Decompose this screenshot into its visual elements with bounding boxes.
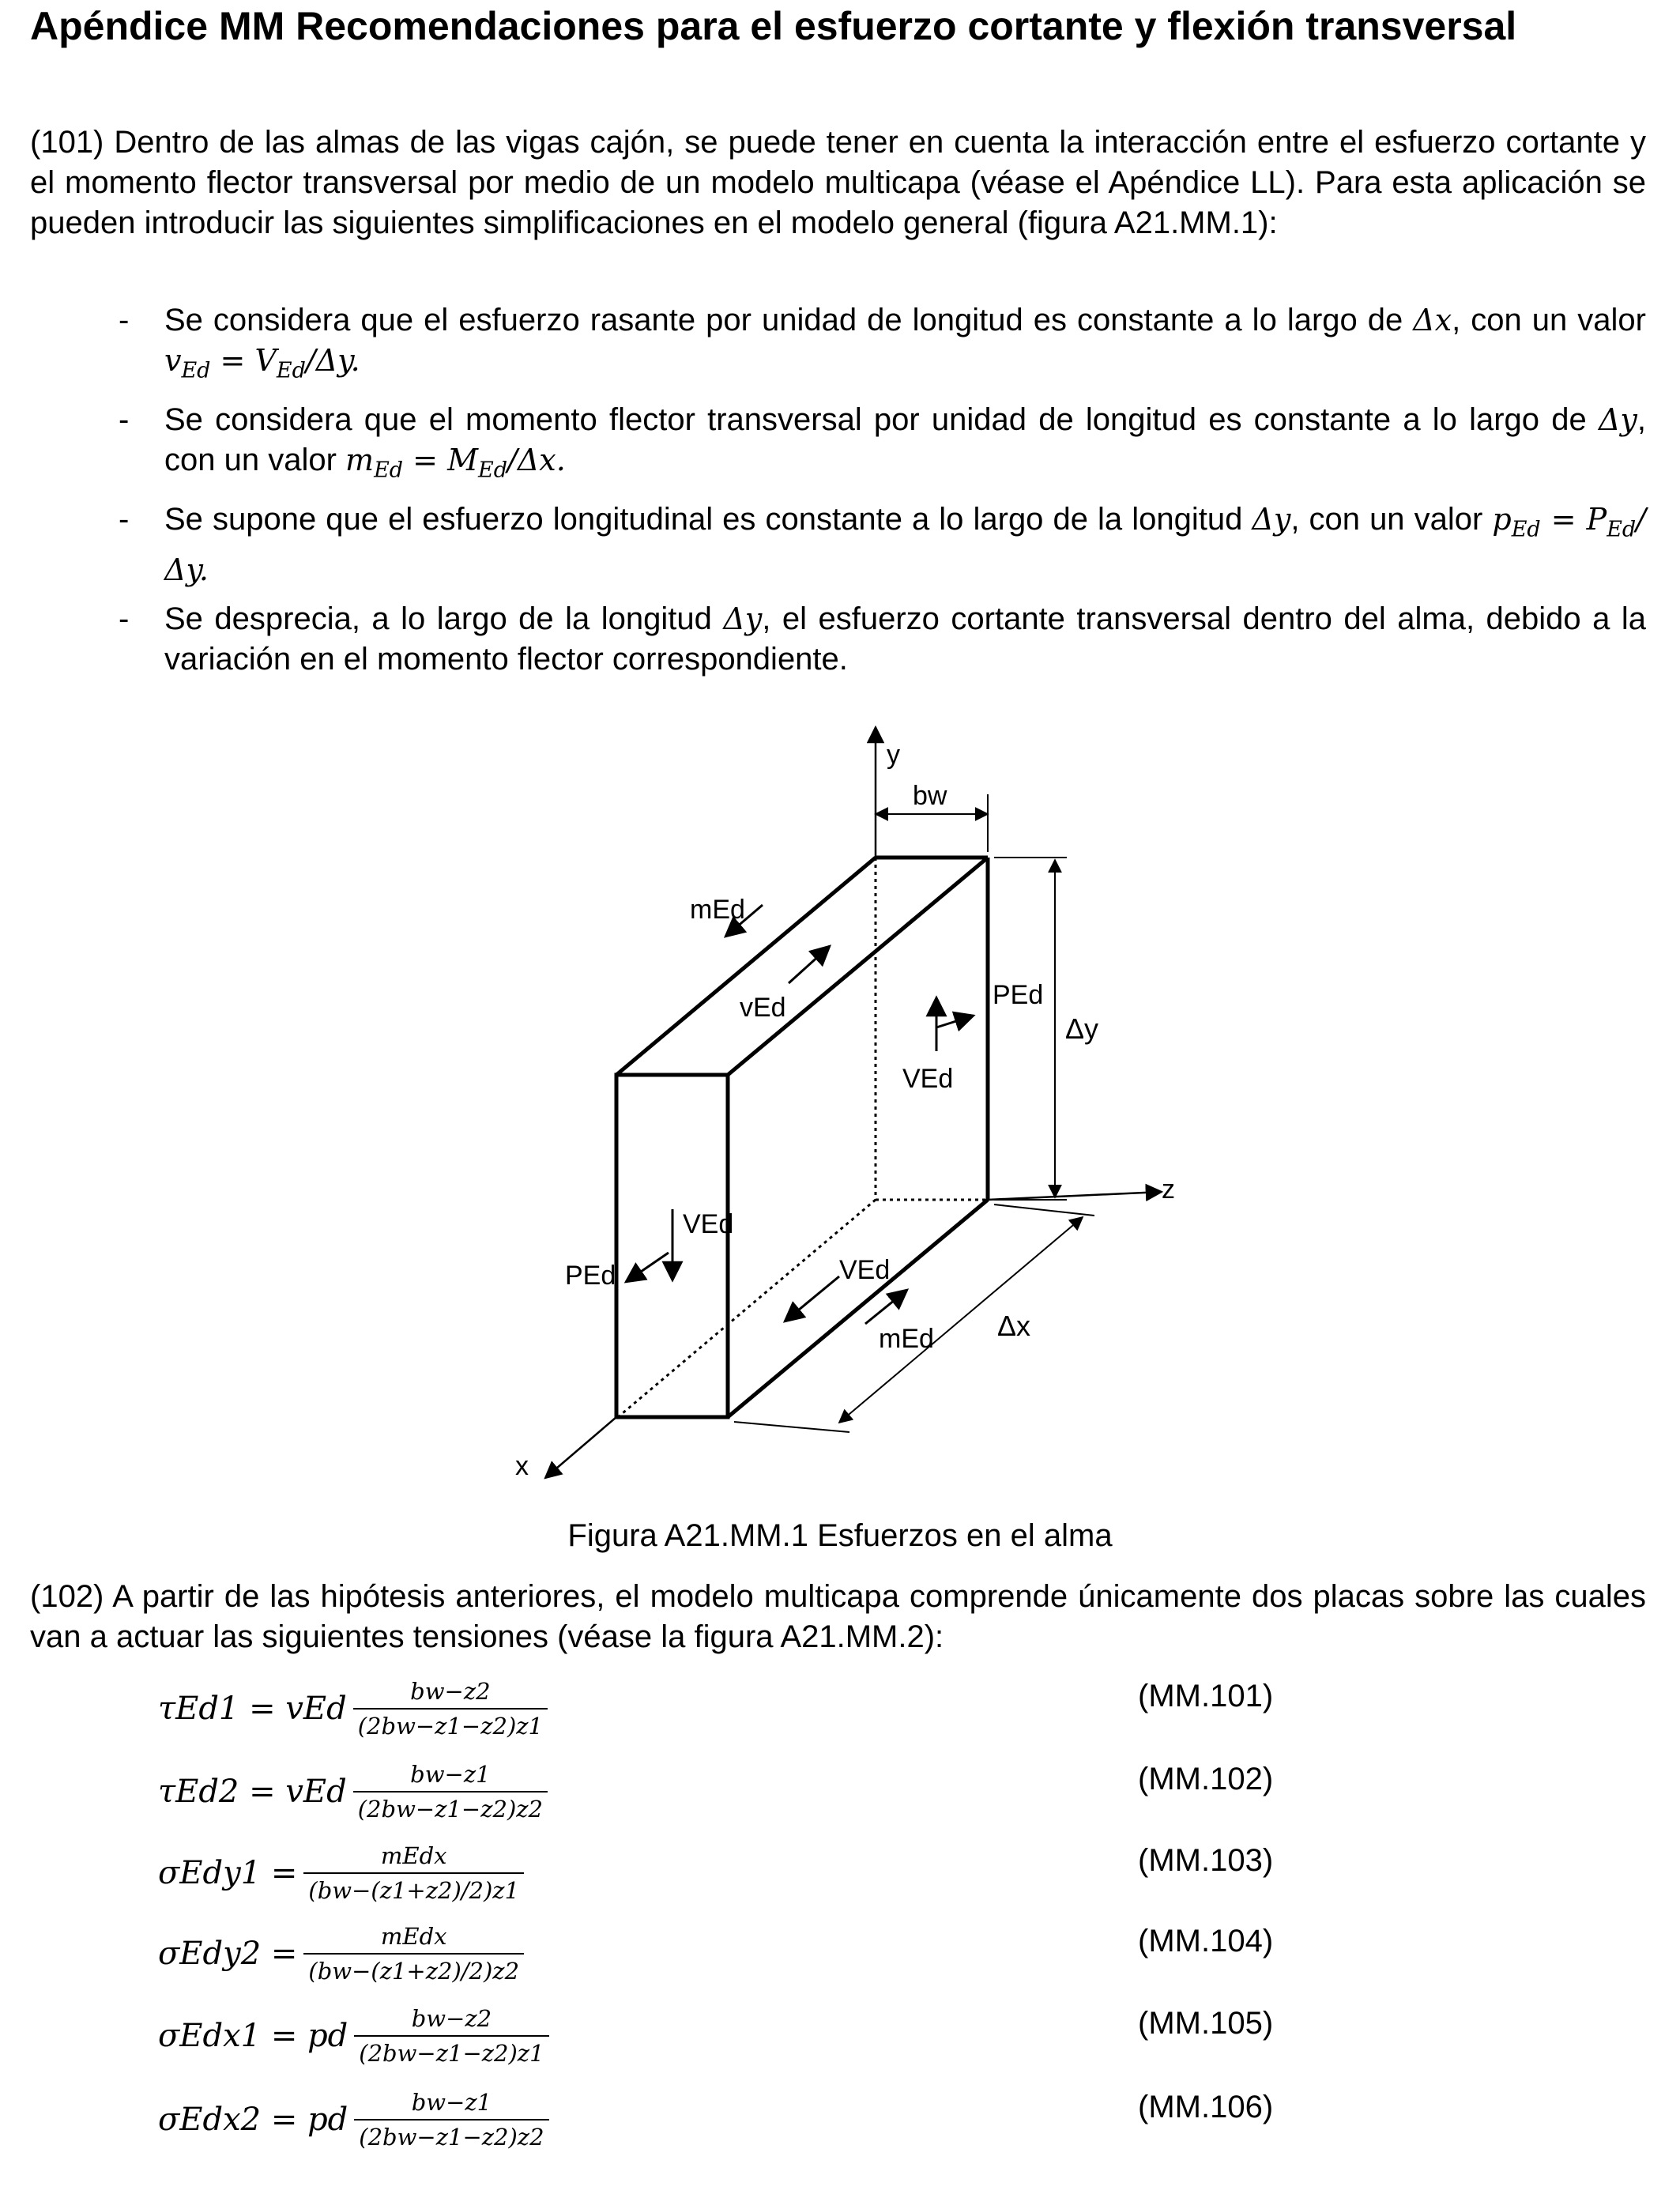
math-formula-v: $v_{Ed} = V_{Ed}/\Delta y$. [164, 343, 360, 383]
math-delta-y: Δy [1252, 502, 1291, 537]
math-formula-m: $m_{Ed} = M_{Ed}/\Delta x$. [345, 443, 566, 483]
equation-fraction [353, 1759, 548, 1824]
v-ed-bottom-label: VEd [839, 1255, 891, 1285]
v-ed-front-label: VEd [683, 1209, 734, 1239]
bw-label: bw [913, 781, 947, 811]
equation-numerator: mEdx [380, 1842, 447, 1869]
figure-caption: Figura A21.MM.1 Esfuerzos en el alma [567, 1518, 1113, 1553]
dy-dimension [994, 858, 1067, 1200]
v-ed-right-label: VEd [902, 1064, 954, 1094]
equation-fraction [354, 2087, 548, 2152]
equation-numerator: bw−z2 [410, 1678, 491, 1705]
dx-label: Δx [997, 1310, 1031, 1342]
axis-y-label: y [887, 740, 900, 770]
equation-numerator: bw−z1 [411, 2089, 492, 2116]
equation-denominator: (bw−(z1+z2)/2)z2 [303, 1953, 524, 1986]
bullet-item-3 [119, 499, 1646, 590]
equation-number: (MM.104) [1138, 1924, 1274, 1958]
m-ed-top-label: mEd [690, 895, 745, 925]
equation-numerator: mEdx [380, 1923, 447, 1950]
equation-fraction [303, 1841, 524, 1906]
equation-numerator: bw−z2 [411, 2005, 492, 2032]
paragraph-102: (102) A partir de las hipótesis anteriores, el modelo multicapa comprende únicamente dos placas sobre las cuales van a actuar las siguientes tensiones (véase la figura A21.MM.2): [30, 1579, 1646, 1654]
math-delta-y: Δy [1598, 402, 1637, 437]
equation-mm-104 [158, 1914, 1501, 1993]
equation-mm-101 [158, 1669, 1501, 1748]
equation-fraction [354, 2004, 548, 2068]
bullet-dash: - [119, 303, 130, 337]
equation-mm-106 [158, 2080, 1501, 2159]
bullet-dash: - [119, 402, 130, 437]
equation-lhs: τEd1 = vEd [158, 1691, 347, 1727]
axes [545, 727, 1162, 1478]
equation-denominator: (2bw−z1−z2)z2 [353, 1791, 548, 1824]
bullet-text: Se desprecia, a lo largo de la longitud Δy, el esfuerzo cortante transversal dentro del alma, debido a la variación en el momento flector correspondiente. [164, 601, 1646, 677]
equation-lhs: σEdy1 = [158, 1855, 298, 1891]
equation-number: (MM.105) [1138, 2006, 1274, 2041]
equation-number: (MM.101) [1138, 1679, 1274, 1713]
bullet-item-1 [119, 300, 1646, 391]
equation-mm-103 [158, 1834, 1501, 1913]
axis-z-label: z [1162, 1174, 1175, 1204]
bullet-item-2 [119, 400, 1646, 491]
p-ed-right-label: PEd [993, 980, 1044, 1010]
equation-number: (MM.106) [1138, 2090, 1274, 2124]
equation-denominator: (2bw−z1−z2)z1 [354, 2035, 548, 2068]
v-ed-top-label: vEd [740, 993, 786, 1023]
equation-lhs: σEdx1 = pd [158, 2018, 348, 2054]
bullet-dash: - [119, 502, 130, 537]
appendix-title: Apéndice MM Recomendaciones para el esfuerzo cortante y flexión transversal [30, 4, 1517, 48]
equation-number: (MM.103) [1138, 1843, 1274, 1878]
equation-lhs: σEdy2 = [158, 1936, 298, 1972]
equation-denominator: (2bw−z1−z2)z2 [354, 2119, 548, 2152]
bullet-dash: - [119, 601, 130, 636]
p-ed-front-label: PEd [565, 1261, 616, 1291]
math-delta-x: Δx [1413, 303, 1452, 337]
axis-x-label: x [515, 1451, 529, 1481]
dy-label: Δy [1065, 1012, 1099, 1045]
equation-fraction [353, 1676, 548, 1741]
p-ed-front-arrow [626, 1253, 669, 1282]
math-delta-y: Δy [723, 601, 763, 636]
math-formula-p: $p_{Ed} = P_{Ed}/\Delta y$. [164, 502, 1646, 587]
equation-lhs: σEdx2 = pd [158, 2102, 348, 2138]
v-ed-bottom-arrow [785, 1276, 839, 1321]
equation-lhs: τEd2 = vEd [158, 1774, 347, 1810]
equation-numerator: bw−z1 [410, 1761, 491, 1788]
web-forces-figure [0, 711, 1680, 1502]
equation-denominator: (bw−(z1+z2)/2)z1 [303, 1872, 524, 1906]
paragraph-101: (101) Dentro de las almas de las vigas cajón, se puede tener en cuenta la interacción entre el esfuerzo cortante y el momento flector transversal por medio de un modelo multicapa (véase el Apéndice LL). Para esta aplicación se pueden introducir las siguientes simplificaciones en el modelo general (figura A21.MM.1): [30, 125, 1646, 240]
equation-denominator: (2bw−z1−z2)z1 [353, 1708, 548, 1741]
v-ed-right-arrow [936, 1016, 974, 1027]
equation-fraction [303, 1921, 524, 1986]
equation-mm-102 [158, 1752, 1501, 1831]
bullet-item-4 [119, 599, 1646, 680]
bullet-text: Se considera que el esfuerzo rasante por unidad de longitud es constante a lo largo de Δx, con un valor $v_{Ed} = V_{Ed}/\Delta y$. [164, 303, 1646, 383]
equation-mm-105 [158, 1996, 1501, 2075]
equation-number: (MM.102) [1138, 1762, 1274, 1796]
v-ed-top-arrow [789, 946, 830, 983]
bullet-text: Se supone que el esfuerzo longitudinal es constante a lo largo de la longitud Δy, con un valor $p_{Ed} = P_{Ed}/\Delta y$. [164, 502, 1646, 587]
m-ed-bottom-label: mEd [879, 1324, 934, 1354]
bullet-text: Se considera que el momento flector transversal por unidad de longitud es constante a lo largo de Δy, con un valor $m_{Ed} = M_{Ed}/\Delta x$. [164, 402, 1646, 483]
